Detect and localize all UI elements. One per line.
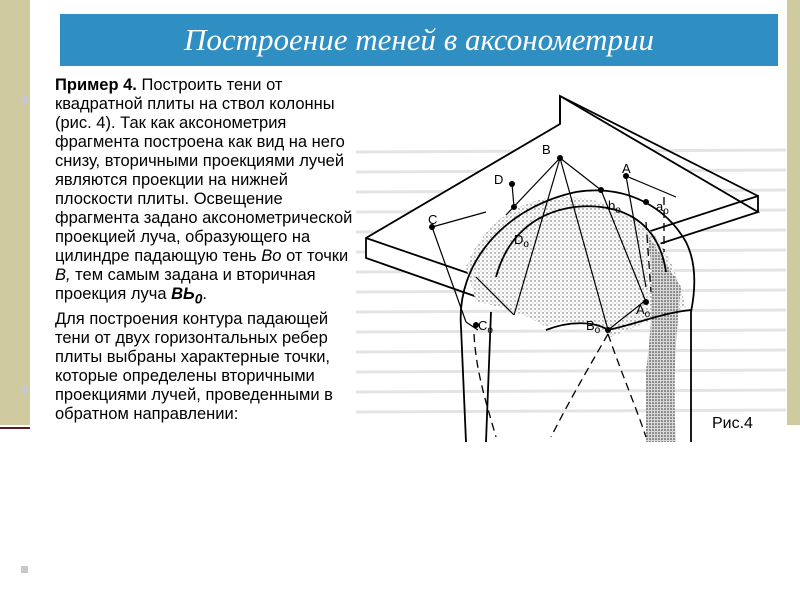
label-C: C — [428, 212, 438, 227]
example-mid2: тем самым задана и вторичная проекция луча — [55, 266, 316, 303]
example-lead: Пример 4. — [55, 76, 137, 94]
example-em-bo: Bo — [261, 247, 282, 265]
paragraph-example — [55, 76, 355, 308]
bullet-marker-3 — [21, 566, 28, 573]
bullet-marker-1 — [21, 96, 28, 103]
bullet-marker-2 — [21, 386, 28, 393]
label-a0: $a_o$ — [656, 199, 669, 217]
label-B0: $B_o$ — [586, 318, 601, 336]
left-accent-line — [0, 427, 30, 429]
figure-caption: Рис.4 — [712, 415, 753, 432]
label-C0: $C_o$ — [478, 318, 493, 336]
label-B: B — [542, 142, 551, 157]
slide-title: Построение теней в аксонометрии — [184, 22, 654, 57]
example-em-b: B, — [55, 266, 71, 284]
figure-axonometry — [346, 72, 796, 452]
example-end: . — [202, 285, 207, 303]
label-b0: $b_o$ — [608, 198, 621, 216]
example-em-sub: 0 — [194, 291, 203, 307]
example-mid: от точки — [281, 247, 349, 265]
example-body: Построить тени от квадратной плиты на ствол колонны (рис. 4). Так как аксонометрия фрагмента построена как вид на него снизу, вторичными проекциями лучей являются проекции на нижней плоскости плиты. Освещение фрагмента задано аксонометрической проекцией луча, образующего на цилиндре падающую тень — [55, 76, 353, 265]
label-A0: $A_o$ — [636, 302, 651, 320]
label-D: D — [494, 172, 504, 187]
slide-title-bar — [60, 14, 778, 66]
slide-body-text — [55, 76, 355, 424]
paragraph-construction: Для построения контура падающей тени от двух горизонтальных ребер плиты выбраны характерные точки, которые определены вторичными проекциями лучей, проведенными в обратном направлении: — [55, 310, 333, 424]
label-A: A — [622, 161, 631, 176]
example-em-vb: ВЬ — [171, 285, 195, 303]
label-D0: $D_o$ — [514, 232, 529, 250]
left-olive-block — [0, 0, 30, 425]
